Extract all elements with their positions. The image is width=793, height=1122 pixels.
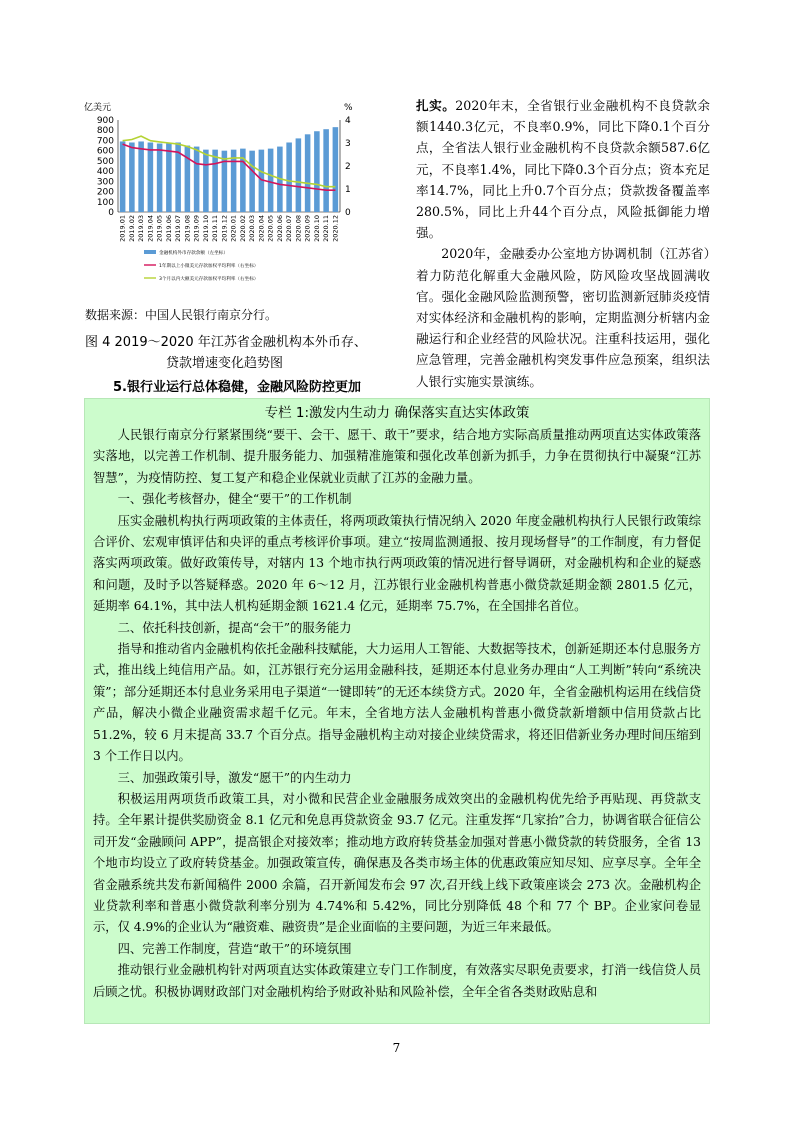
right-tick-label: 0 [345,208,351,218]
left-tick-label: 200 [96,187,114,198]
deposit-bar [129,142,135,212]
left-tick-label: 800 [96,126,114,137]
deposit-bar [157,144,163,212]
left-tick-label: 300 [96,177,114,188]
deposit-bar [249,151,255,212]
left-tick-label: 0 [108,208,114,218]
x-tick-label: 2019.01 [118,215,127,242]
box-heading-2: 二、依托科技创新，提高“会干”的服务能力 [117,620,352,635]
box-heading-1: 一、强化考核督办，健全“要干”的工作机制 [117,492,352,507]
right-column-text [416,95,710,392]
figure-4-chart [82,98,372,298]
box-intro: 人民银行南京分行紧紧围绕“要干、会干、愿干、敢干”要求，结合地方实际高质量推动两项直达实体政策落实落地，以完善工作机制、提升服务能力、加强精准施策和强化改革创新为抓手，力争在贯彻执行中凝聚“江苏智慧”，为疫情防控、复工复产和稳企业保就业贡献了江苏的金融力量。 [93,428,701,485]
deposit-bar [296,138,302,212]
x-tick-label: 2020.06 [275,215,284,242]
x-tick-label: 2019.10 [201,215,210,242]
deposit-bar [268,149,274,212]
deposit-bar [185,146,191,212]
box-paragraph-1: 压实金融机构执行两项政策的主体责任，将两项政策执行情况纳入 2020 年度金融机构执行人民银行政策综合评价、宏观审慎评估和央评的重点考核评价事项。建立“按周监测通报、按月现场督导”的工作制度，有力督促落实两项政策。做好政策传导，对辖内 13 个地市执行两项政策的情况进行督导调研，对金融机构和企业的疑惑和问题，及时予以答疑释惑。2020 年 6～12 月，江苏银行业金融机构普惠小微贷款延期金额 2801.5 亿元，延期率 64.1%，其中法人机构延期金额 1621.4 亿元，延期率 75.7%，在全国排名首位。 [93,513,701,614]
figure-caption [85,332,410,374]
x-tick-label: 2020.08 [294,215,303,242]
deposit-bar [231,150,237,212]
left-tick-label: 100 [96,197,114,208]
deposit-bar [166,144,172,212]
x-tick-label: 2020.04 [257,215,266,242]
x-tick-label: 2019.11 [211,215,220,242]
left-axis-unit: 亿美元 [84,103,112,113]
deposit-bar [305,134,311,212]
x-tick-label: 2019.02 [127,215,136,242]
box-heading-3: 三、加强政策引导，激发“愿干”的内生动力 [117,770,352,785]
figure-caption-line1: 图 4 2019～2020 年江苏省金融机构本外币存、 [85,335,367,350]
deposit-bar [212,150,218,212]
data-source-note: 数据来源：中国人民银行南京分行。 [85,308,278,322]
legend-bar-label: 金融机构外币存款余额（左坐标） [159,251,228,256]
x-tick-label: 2019.05 [155,215,164,242]
legend-line-label: 3个月以内大额美元存款加权平均利率（右坐标） [159,277,259,282]
x-tick-label: 2019.06 [164,215,173,242]
x-tick-label: 2020.12 [331,215,340,242]
deposit-chart-svg [82,98,372,298]
box-paragraph-2: 指导和推动省内金融机构依托金融科技赋能，大力运用人工智能、大数据等技术，创新延期还本付息服务方式，推出线上纯信用产品。如，江苏银行充分运用金融科技，延期还本付息业务办理由“人工判断”转向“系统决策”；部分延期还本付息业务采用电子渠道“一键即转”的无还本续贷方式。2020 年，全省金融机构运用在线信贷产品，解决小微企业融资需求超千亿元。年末，全省地方法人金融机构普惠小微贷款新增额中信用贷款占比 51.2%，较 6 月末提高 33.7 个百分点。指导金融机构主动对接企业续贷需求，将还旧借新业务办理时间压缩到 3 个工作日以内。 [93,642,701,764]
left-tick-label: 500 [96,156,114,167]
right-tick-label: 2 [345,162,351,172]
deposit-bar [194,147,200,212]
x-tick-label: 2020.07 [285,215,294,242]
left-tick-label: 900 [96,116,114,126]
deposit-bar [323,129,329,212]
deposit-bar [333,127,339,212]
x-tick-label: 2019.03 [137,215,146,242]
x-tick-label: 2019.12 [220,215,229,242]
right-paragraph-2: 2020年，金融委办公室地方协调机制（江苏省）着力防范化解重大金融风险，防风险攻坚战圆满收官。强化金融风险监测预警，密切监测新冠肺炎疫情对实体经济和金融机构的影响，定期监测分析辖内金融运行和企业经营的风险状况。注重科技运用，强化应急管理，完善金融机构突发事件应急预案，组织法人银行实施实景演练。 [416,246,710,389]
deposit-bar [314,131,320,212]
x-tick-label: 2020.05 [266,215,275,242]
box-paragraph-3: 积极运用两项货币政策工具，对小微和民营企业金融服务成效突出的金融机构优先给予再贴现、再贷款支持。全年累计提供奖励资金 8.1 亿元和免息再贷款资金 93.7 亿元。注重发挥“几家抬”合力，协调省联合征信公司开发“金融顾问 APP”，提高银企对接效率；推动地方政府转贷基金加强对普惠小微贷款的转贷服务，全省 13 个地市均设立了政府转贷基金。加强政策宣传，确保惠及各类市场主体的优惠政策应知尽知、应享尽享。全年全省金融系统共发布新闻稿件 2000 余篇，召开新闻发布会 97 次,召开线上线下政策座谈会 273 次。金融机构企业贷款利率和普惠小微贷款利率分别为 4.74%和 5.42%，同比分别降低 48 个和 77 个 BP。企业家问卷显示，仅 4.9%的企业认为“融资难、融资贵”是企业面临的主要问题，为近三年来最低。 [93,791,701,935]
x-tick-label: 2020.09 [303,215,312,242]
column-box-title: 专栏 1:激发内生动力 确保落实直达实体政策 [264,405,530,421]
legend-bar-swatch [144,250,156,254]
x-tick-label: 2019.09 [192,215,201,242]
x-tick-label: 2020.11 [322,215,331,242]
deposit-bar [148,142,154,212]
page-number: 7 [392,1041,401,1055]
x-tick-label: 2020.10 [312,215,321,242]
deposit-bar [138,141,144,212]
legend-line-label: 1年期以上小微美元存款加权平均利率（右坐标） [159,264,259,269]
left-tick-label: 600 [96,146,114,157]
left-tick-label: 400 [96,167,114,178]
x-tick-label: 2019.07 [174,215,183,242]
deposit-bar [120,141,126,212]
box-paragraph-4: 推动银行业金融机构针对两项直达实体政策建立专门工作制度，有效落实尽职免责要求，打消一线信贷人员后顾之忧。积极协调财政部门对金融机构给予财政补贴和风险补偿，全年全省各类财政贴息和 [93,963,701,999]
deposit-bar [203,150,209,212]
right-tick-label: 3 [345,139,351,149]
x-tick-label: 2019.04 [146,215,155,242]
left-tick-label: 700 [96,136,114,147]
section-heading-5: 5.银行业运行总体稳健，金融风险防控更加 [113,380,361,395]
x-tick-label: 2020.01 [229,215,238,242]
right-p1-bold: 扎实。 [416,98,456,113]
deposit-bar [286,142,292,212]
box-heading-4: 四、完善工作制度，营造“敢干”的环境氛围 [117,941,352,956]
figure-caption-line2: 贷款增速变化趋势图 [166,356,284,371]
column-box-1 [84,398,710,1024]
x-tick-label: 2020.02 [238,215,247,242]
right-tick-label: 4 [345,116,351,126]
right-paragraph-1 [416,95,710,243]
x-tick-label: 2019.08 [183,215,192,242]
right-tick-label: 1 [345,185,351,195]
x-tick-label: 2020.03 [248,215,257,242]
right-axis-unit: % [344,103,353,113]
right-p1-text: 2020年末，全省银行业金融机构不良贷款余额1440.3亿元，不良率0.9%，同比下降0.1个百分点，全省法人银行业金融机构不良贷款余额587.6亿元，不良率1.4%，同比下降0.3个百分点；资本充足率14.7%，同比上升0.7个百分点；贷款拨备覆盖率280.5%，同比上升44个百分点，风险抵御能力增强。 [416,98,710,241]
